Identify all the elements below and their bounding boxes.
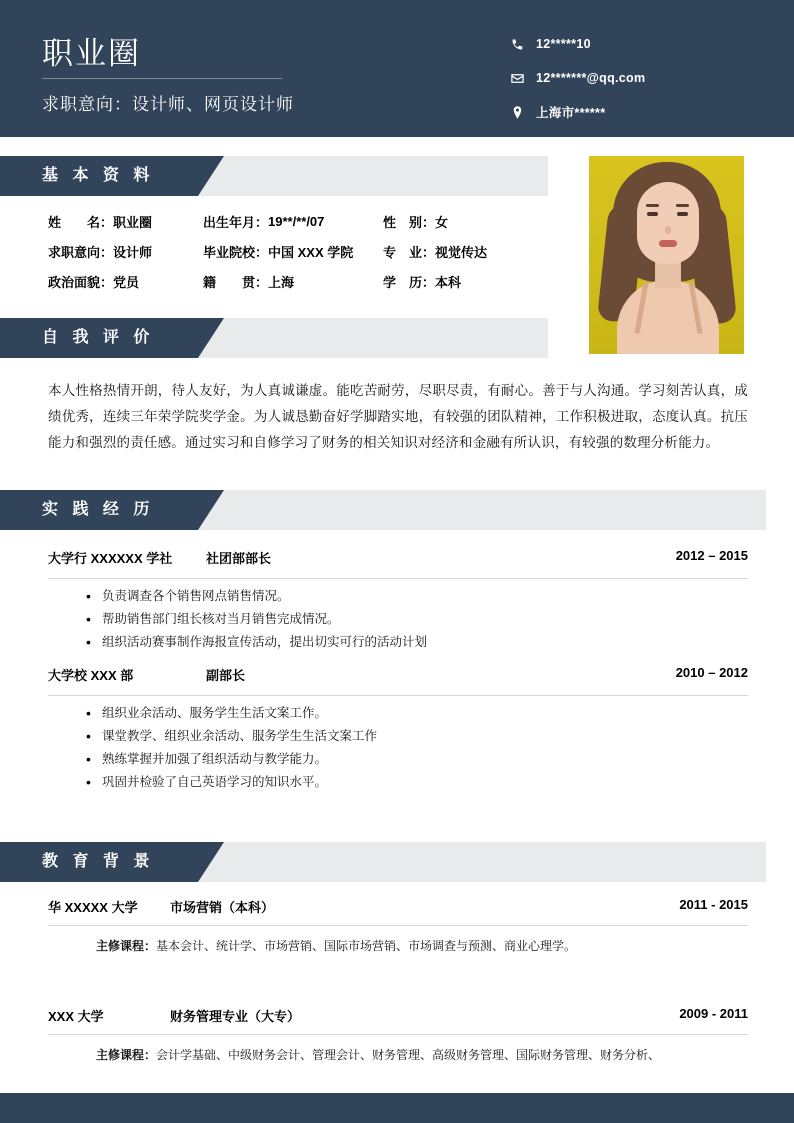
contact-phone xyxy=(510,30,770,58)
footer-bar xyxy=(0,1093,794,1123)
basic-info-table xyxy=(48,206,548,296)
basic-key: 专 业： xyxy=(383,244,436,260)
experience-heading xyxy=(48,548,748,574)
table-row xyxy=(48,266,548,296)
divider xyxy=(48,1034,748,1035)
section-header-education xyxy=(0,842,794,882)
basic-value: 上海 xyxy=(268,274,295,290)
experience-role: 副部长 xyxy=(206,668,246,683)
contact-list xyxy=(510,30,770,132)
education-school: XXX 大学 xyxy=(48,1009,104,1024)
basic-cell-major xyxy=(383,242,543,261)
avatar-eye-right xyxy=(677,212,688,216)
section-tab-arrow-basic xyxy=(198,156,224,196)
education-heading xyxy=(48,897,748,921)
basic-cell-political xyxy=(48,272,203,291)
header-divider xyxy=(42,78,282,79)
basic-cell-birth xyxy=(203,212,383,231)
basic-value: 19**/**/07 xyxy=(268,213,325,229)
basic-value: 视觉传达 xyxy=(435,244,488,260)
experience-period: 2010 – 2012 xyxy=(675,665,748,680)
avatar-nose xyxy=(665,226,671,234)
section-title-experience: 实 践 经 历 xyxy=(42,501,155,518)
education-courses-label: 主修课程： xyxy=(96,939,157,953)
basic-cell-objective xyxy=(48,242,203,261)
education-major: 财务管理专业（大专） xyxy=(170,1009,301,1024)
basic-key: 政治面貌： xyxy=(48,274,114,290)
experience-organization: 大学校 XXX 部 xyxy=(48,668,134,683)
list-item: • 负责调查各个销售网点销售情况。 xyxy=(86,585,748,608)
section-title-self-evaluation: 自 我 评 价 xyxy=(42,329,155,346)
basic-cell-hometown xyxy=(203,272,383,291)
experience-organization: 大学行 XXXXXX 学社 xyxy=(48,551,173,566)
basic-cell-school xyxy=(203,242,383,261)
list-item: • 组织活动赛事制作海报宣传活动，提出切实可行的活动计划 xyxy=(86,631,748,654)
divider xyxy=(48,578,748,579)
list-item: • 熟练掌握并加强了组织活动与教学能力。 xyxy=(86,748,748,771)
basic-value: 党员 xyxy=(113,274,140,290)
avatar-brow-right xyxy=(676,204,689,207)
page-title: 职业圈 xyxy=(42,36,141,71)
mail-icon xyxy=(510,71,536,86)
self-evaluation-text: 本人性格热情开朗，待人友好，为人真诚谦虚。能吃苦耐劳，尽职尽责，有耐心。善于与人沟通。学习刻苦认真，成绩优秀，连续三年荣学院奖学金。为人诚恳勤奋好学脚踏实地，有较强的团队精神，工作积极进取，态度认真。抗压能力和强烈的责任感。通过实习和自修学习了财务的相关知识对经济和金融有所认识，有较强的数理分析能力。 xyxy=(48,383,748,450)
basic-cell-gender xyxy=(383,212,543,231)
contact-location xyxy=(510,98,770,126)
job-objective: 求职意向：设计师、网页设计师 xyxy=(42,95,294,114)
education-heading xyxy=(48,1006,748,1030)
education-courses-row xyxy=(96,936,748,956)
basic-value: 职业圈 xyxy=(113,214,153,230)
education-courses-value: 会计学基础、中级财务会计、管理会计、财务管理、高级财务管理、国际财务管理、财务分析、 xyxy=(156,1048,661,1062)
education-period: 2011 - 2015 xyxy=(679,897,748,912)
avatar-lips xyxy=(659,240,677,247)
section-tab-arrow-experience xyxy=(198,490,224,530)
basic-value: 中国 XXX 学院 xyxy=(268,244,354,260)
education-school: 华 XXXXX 大学 xyxy=(48,900,138,915)
experience-item-1 xyxy=(0,548,794,654)
education-item-1 xyxy=(0,897,794,956)
table-row xyxy=(48,206,548,236)
divider xyxy=(48,925,748,926)
experience-item-2 xyxy=(0,665,794,794)
location-value: 上海市****** xyxy=(536,106,606,120)
list-item: • 帮助销售部门组长核对当月销售完成情况。 xyxy=(86,608,748,631)
contact-email xyxy=(510,64,770,92)
section-tab-arrow-self xyxy=(198,318,224,358)
basic-key: 出生年月： xyxy=(203,214,269,230)
education-period: 2009 - 2011 xyxy=(679,1006,748,1021)
list-item: • 课堂教学、组织业余活动、服务学生生活文案工作 xyxy=(86,725,748,748)
basic-key: 姓 名： xyxy=(48,214,114,230)
experience-duty-list xyxy=(86,585,748,654)
phone-value: 12*****10 xyxy=(536,37,591,51)
list-item: • 巩固并检验了自己英语学习的知识水平。 xyxy=(86,771,748,794)
avatar-eye-left xyxy=(647,212,658,216)
basic-value: 女 xyxy=(435,214,449,230)
basic-cell-name xyxy=(48,212,203,231)
education-courses-row xyxy=(96,1045,748,1065)
divider xyxy=(48,695,748,696)
basic-cell-degree xyxy=(383,272,543,291)
header-banner xyxy=(0,0,794,137)
education-major: 市场营销（本科） xyxy=(170,900,275,915)
list-item: • 组织业余活动、服务学生生活文案工作。 xyxy=(86,702,748,725)
location-pin-icon xyxy=(510,105,536,120)
education-courses-value: 基本会计、统计学、市场营销、国际市场营销、市场调查与预测、商业心理学。 xyxy=(156,939,577,953)
experience-heading xyxy=(48,665,748,691)
section-header-self-evaluation xyxy=(0,318,794,358)
education-item-2 xyxy=(0,1006,794,1065)
basic-value: 本科 xyxy=(435,274,462,290)
section-title-basic: 基 本 资 料 xyxy=(42,167,155,184)
section-header-experience xyxy=(0,490,794,530)
experience-role: 社团部部长 xyxy=(206,551,272,566)
section-title-education: 教 育 背 景 xyxy=(42,853,155,870)
section-header-basic xyxy=(0,156,794,196)
experience-duty-list xyxy=(86,702,748,794)
education-courses-label: 主修课程： xyxy=(96,1048,157,1062)
phone-icon xyxy=(510,37,536,52)
basic-value: 设计师 xyxy=(113,244,153,260)
basic-key: 学 历： xyxy=(383,274,436,290)
section-tab-arrow-education xyxy=(198,842,224,882)
email-value: 12*******@qq.com xyxy=(536,71,646,85)
basic-key: 籍 贯： xyxy=(203,274,269,290)
basic-key: 性 别： xyxy=(383,214,436,230)
avatar-brow-left xyxy=(646,204,659,207)
basic-key: 求职意向： xyxy=(48,244,114,260)
experience-period: 2012 – 2015 xyxy=(675,548,748,563)
basic-key: 毕业院校： xyxy=(203,244,269,260)
table-row xyxy=(48,236,548,266)
